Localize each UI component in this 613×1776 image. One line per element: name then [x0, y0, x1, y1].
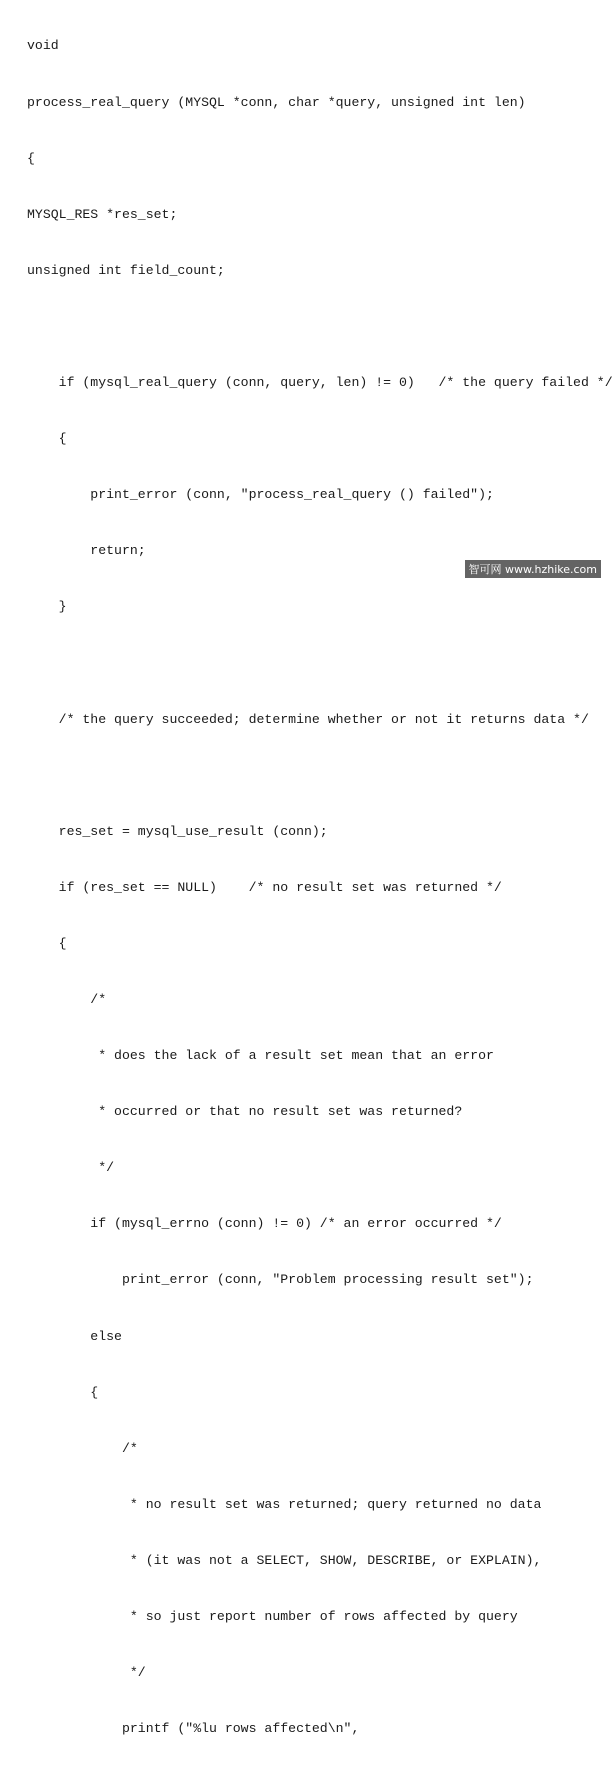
code-line: * occurred or that no result set was returned? — [27, 1104, 463, 1120]
code-line: void — [27, 38, 59, 54]
code-line: /* — [27, 992, 107, 1007]
code-line: process_real_query (MYSQL *conn, char *query, unsigned int len) — [27, 94, 526, 110]
code-line: */ — [27, 1665, 146, 1681]
code-listing — [27, 0, 613, 1776]
code-line: { — [27, 431, 67, 447]
code-line: } — [27, 599, 67, 615]
code-line: return; — [27, 543, 146, 559]
code-line: if (mysql_real_query (conn, query, len) != 0) /* the query failed */ — [27, 374, 613, 390]
code-line: { — [27, 935, 67, 951]
code-line: print_error (conn, "Problem processing result set"); — [27, 1272, 534, 1288]
code-line: * (it was not a SELECT, SHOW, DESCRIBE, or EXPLAIN), — [27, 1552, 542, 1568]
code-line: * no result set was returned; query returned no data — [27, 1496, 542, 1512]
code-line: printf ("%lu rows affected\n", — [27, 1721, 360, 1737]
code-line — [27, 318, 613, 337]
code-line: { — [27, 150, 35, 166]
code-line: { — [27, 1384, 99, 1400]
code-line: * does the lack of a result set mean that an error — [27, 1048, 494, 1064]
code-line: res_set = mysql_use_result (conn); — [27, 823, 328, 839]
code-line: /* the query succeeded; determine whether or not it returns data */ — [27, 711, 589, 727]
code-line: MYSQL_RES *res_set; — [27, 206, 178, 222]
code-line: unsigned int field_count; — [27, 262, 225, 278]
code-line: else — [27, 1328, 122, 1344]
code-line: */ — [27, 1160, 115, 1176]
code-line — [27, 767, 613, 786]
code-line: if (mysql_errno (conn) != 0) /* an error occurred */ — [27, 1216, 502, 1232]
code-line: * so just report number of rows affected by query — [27, 1609, 518, 1625]
code-line: if (res_set == NULL) /* no result set was returned */ — [27, 879, 502, 895]
code-line — [27, 654, 613, 673]
code-line: print_error (conn, "process_real_query () failed"); — [27, 487, 494, 503]
watermark: 智可网 www.hzhike.com — [465, 560, 601, 578]
code-line: /* — [27, 1440, 138, 1456]
